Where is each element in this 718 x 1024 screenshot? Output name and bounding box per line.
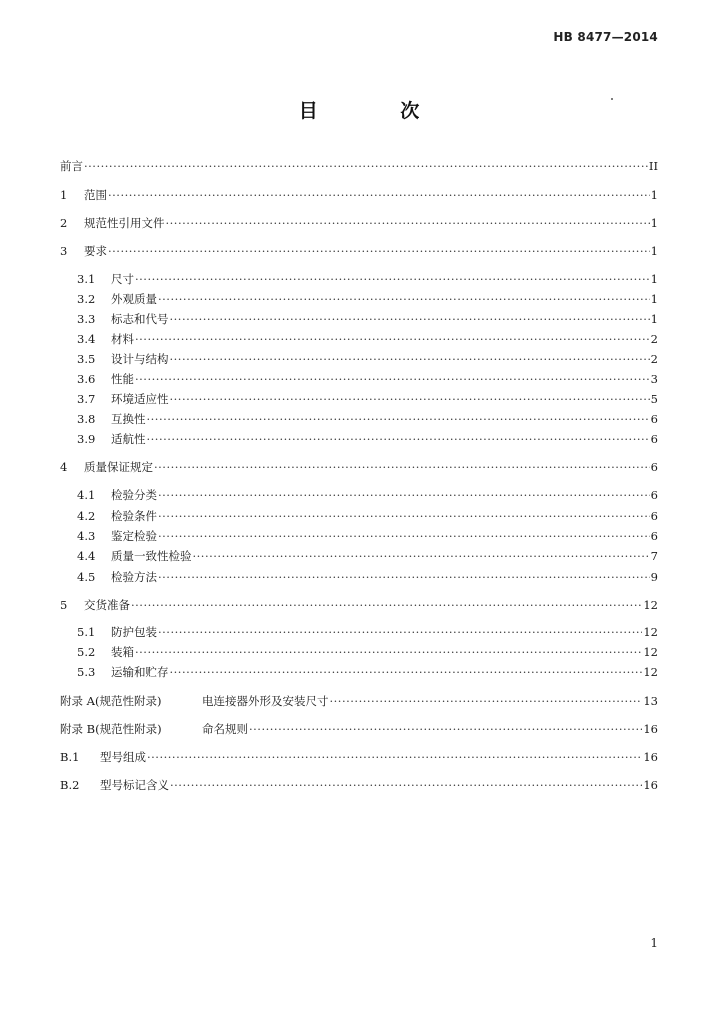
toc-entry[interactable] (77, 331, 658, 347)
toc-entry-label: 适航性 (111, 432, 146, 446)
toc-entry-label: 互换性 (111, 412, 146, 426)
toc-entry-label: 鉴定检验 (111, 529, 157, 543)
toc-entry-page: 12 (643, 598, 658, 612)
toc-entry-page: 1 (650, 216, 658, 230)
dot-leader (131, 597, 642, 613)
dot-leader (154, 459, 650, 475)
dot-leader (135, 331, 650, 347)
toc-entry-number: 4.4 (77, 549, 96, 563)
toc-entry-number: 附录 A(规范性附录) (60, 694, 162, 708)
dot-leader (249, 721, 642, 737)
dot-leader (330, 693, 643, 709)
toc-entry-page: 5 (650, 392, 658, 406)
dot-leader (108, 187, 650, 203)
toc-entry-page: 12 (643, 645, 658, 659)
toc-entry[interactable] (77, 291, 658, 307)
toc-entry[interactable] (60, 597, 658, 613)
toc-entry[interactable] (77, 508, 658, 524)
toc-entry[interactable] (77, 664, 658, 680)
toc-entry-number: 3.4 (77, 332, 96, 346)
toc-entry-number: 3.6 (77, 372, 96, 386)
toc-entry-label: 检验条件 (111, 509, 157, 523)
toc-entry-number: 2 (60, 216, 68, 230)
toc-entry[interactable] (77, 569, 658, 585)
toc-entry-label: 型号标记含义 (100, 778, 169, 792)
dot-leader (84, 158, 648, 174)
toc-entry-page: 6 (650, 488, 658, 502)
toc-entry-label: 尺寸 (111, 272, 134, 286)
toc-entry[interactable] (77, 411, 658, 427)
toc-entry-label: 规范性引用文件 (84, 216, 165, 230)
toc-entry-label: 型号组成 (100, 750, 146, 764)
dot-leader (158, 487, 650, 503)
toc-entry-label: 性能 (111, 372, 134, 386)
toc-entry-page: 6 (650, 529, 658, 543)
dot-leader (147, 749, 642, 765)
toc-entry-number: 3.7 (77, 392, 96, 406)
toc-entry-number: 4.5 (77, 570, 96, 584)
toc-entry-number: 3 (60, 244, 68, 258)
dot-leader (158, 569, 650, 585)
dot-leader (135, 644, 642, 660)
toc-entry-label: 装箱 (111, 645, 134, 659)
toc-entry-page: 1 (650, 312, 658, 326)
toc-entry[interactable] (60, 693, 658, 709)
toc-entry-page: 1 (650, 188, 658, 202)
toc-entry[interactable] (60, 158, 658, 174)
toc-entry-number: 5.1 (77, 625, 96, 639)
toc-entry-label: 前言 (60, 159, 83, 173)
toc-entry[interactable] (60, 721, 658, 737)
page-number: 1 (650, 936, 658, 950)
toc-entry[interactable] (60, 749, 658, 765)
toc-entry-page: 16 (643, 778, 658, 792)
dot-leader (158, 624, 642, 640)
toc-entry-number: 5 (60, 598, 68, 612)
dot-leader (170, 777, 642, 793)
dot-leader (170, 311, 650, 327)
toc-entry-number: 4.1 (77, 488, 96, 502)
dot-leader (147, 431, 650, 447)
toc-entry-label: 环境适应性 (111, 392, 169, 406)
toc-entry-number: 4.3 (77, 529, 96, 543)
toc-entry-page: 13 (643, 694, 658, 708)
dot-leader (158, 508, 650, 524)
toc-entry-label: 电连接器外形及安装尺寸 (202, 694, 329, 708)
toc-entry-label: 外观质量 (111, 292, 157, 306)
toc-entry-label: 防护包装 (111, 625, 157, 639)
toc-entry-label: 设计与结构 (111, 352, 169, 366)
toc-entry-label: 交货准备 (84, 598, 130, 612)
toc-entry-label: 运输和贮存 (111, 665, 169, 679)
dot-leader (170, 664, 643, 680)
toc-entry-number: B.1 (60, 750, 80, 764)
dot-leader (108, 243, 650, 259)
toc-entry-number: 5.2 (77, 645, 96, 659)
toc-entry[interactable] (77, 487, 658, 503)
toc-entry-label: 命名规则 (202, 722, 248, 736)
toc-entry-page: 6 (650, 432, 658, 446)
toc-entry-page: 12 (643, 665, 658, 679)
dot-leader (170, 351, 650, 367)
toc-entry-page: 1 (650, 272, 658, 286)
toc-entry[interactable] (77, 644, 658, 660)
toc-entry-number: B.2 (60, 778, 80, 792)
toc-entry-page: 16 (643, 722, 658, 736)
toc-entry-number: 4 (60, 460, 68, 474)
standard-code: HB 8477—2014 (553, 30, 658, 44)
toc-entry-page: 6 (650, 509, 658, 523)
toc-entry-label: 标志和代号 (111, 312, 169, 326)
toc-entry-label: 质量保证规定 (84, 460, 153, 474)
toc-entry-number: 3.2 (77, 292, 96, 306)
toc-entry[interactable] (77, 271, 658, 287)
toc-entry-number: 3.3 (77, 312, 96, 326)
dot-leader (147, 411, 650, 427)
toc-entry-label: 检验分类 (111, 488, 157, 502)
toc-entry-number: 3.5 (77, 352, 96, 366)
toc-entry-number: 1 (60, 188, 68, 202)
dot-leader (193, 548, 650, 564)
toc-entry-page: 6 (650, 460, 658, 474)
toc-entry[interactable] (77, 311, 658, 327)
toc-entry-page: 9 (650, 570, 658, 584)
dot-leader (135, 371, 650, 387)
toc-entry-page: 2 (650, 332, 658, 346)
toc-entry-number: 3.1 (77, 272, 96, 286)
dot-leader (135, 271, 650, 287)
toc-entry-page: 1 (650, 244, 658, 258)
toc-entry-page: 12 (643, 625, 658, 639)
toc-entry[interactable] (60, 459, 658, 475)
dot-leader (158, 528, 650, 544)
toc-entry[interactable] (77, 371, 658, 387)
toc-entry-page: II (648, 159, 658, 173)
dot-leader (166, 215, 650, 231)
toc-entry-label: 要求 (84, 244, 107, 258)
toc-entry[interactable] (60, 777, 658, 793)
toc-entry[interactable] (77, 528, 658, 544)
toc-entry-page: 2 (650, 352, 658, 366)
toc-entry[interactable] (77, 624, 658, 640)
toc-entry-page: 16 (643, 750, 658, 764)
toc-entry[interactable] (77, 351, 658, 367)
toc-entry-page: 7 (650, 549, 658, 563)
toc-entry[interactable] (77, 391, 658, 407)
toc-entry-page: 3 (650, 372, 658, 386)
toc-entry-number: 3.8 (77, 412, 96, 426)
toc-entry[interactable] (60, 243, 658, 259)
dot-leader (170, 391, 650, 407)
toc-entry-label: 质量一致性检验 (111, 549, 192, 563)
toc-entry-number: 5.3 (77, 665, 96, 679)
toc-entry[interactable] (60, 215, 658, 231)
toc-entry-number: 3.9 (77, 432, 96, 446)
toc-entry[interactable] (60, 187, 658, 203)
toc-entry-number: 4.2 (77, 509, 96, 523)
toc-entry-label: 范围 (84, 188, 107, 202)
toc-entry-page: 1 (650, 292, 658, 306)
toc-entry-number: 附录 B(规范性附录) (60, 722, 162, 736)
toc-entry[interactable] (77, 548, 658, 564)
toc-entry-label: 检验方法 (111, 570, 157, 584)
toc-entry-page: 6 (650, 412, 658, 426)
dot-leader (158, 291, 650, 307)
toc-entry[interactable] (77, 431, 658, 447)
toc-title: 目 次 (298, 100, 458, 122)
toc-entry-label: 材料 (111, 332, 134, 346)
